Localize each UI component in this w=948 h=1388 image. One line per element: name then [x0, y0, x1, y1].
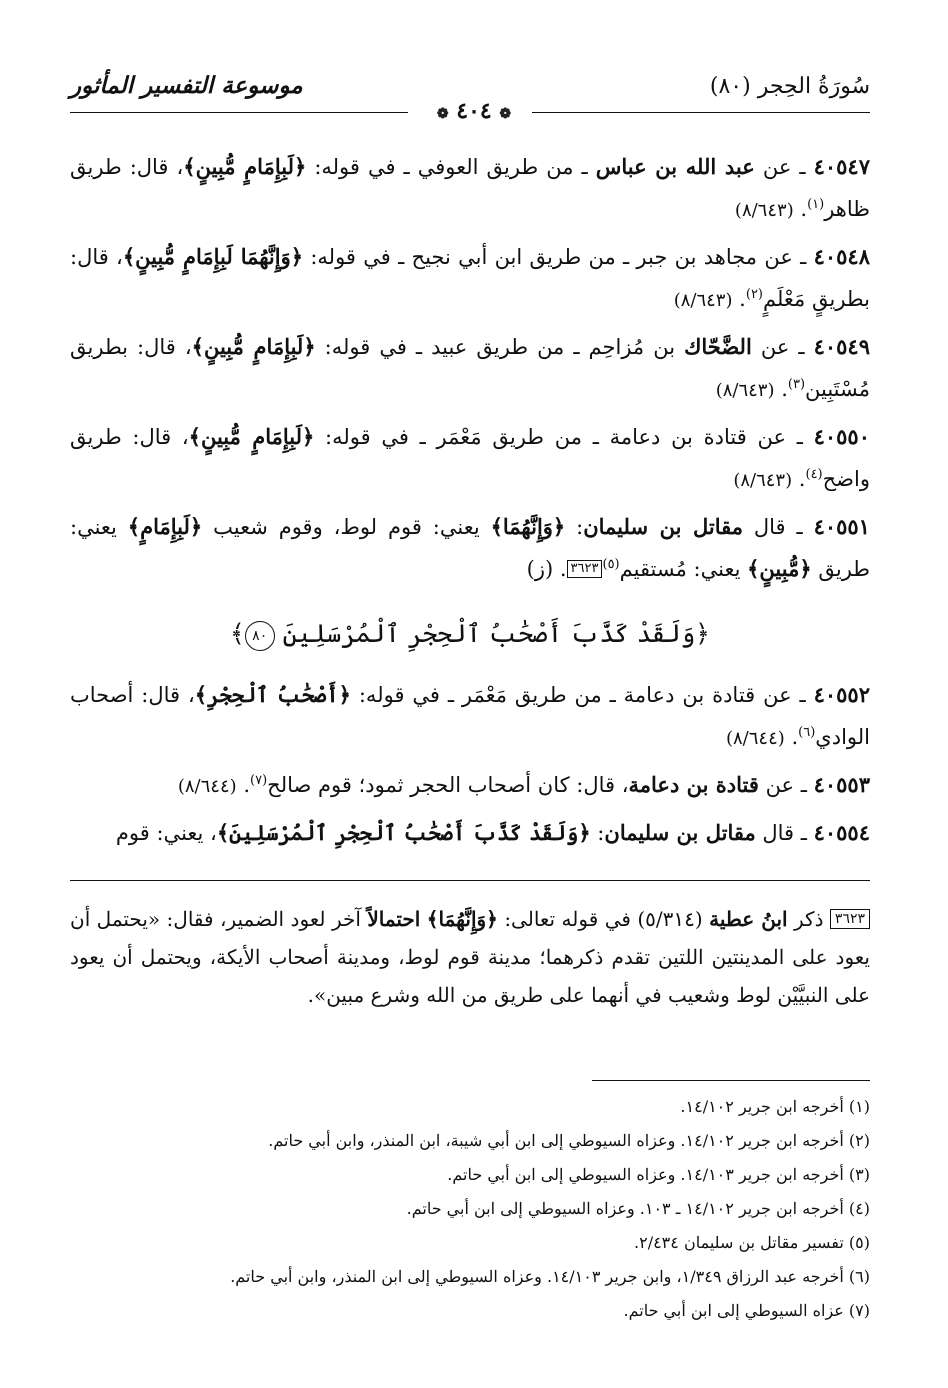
- footnote-1: (١) أخرجه ابن جرير ١٤/١٠٢.: [680, 1097, 870, 1116]
- volume-reference: (٨/٦٤٣): [733, 470, 793, 491]
- entry-text: يعني: طريق: [70, 515, 870, 581]
- entry-number: ٤٠٥٥١: [813, 514, 870, 539]
- entry-number: ٤٠٥٤٧: [813, 154, 870, 179]
- entry-text: .: [732, 287, 746, 311]
- quran-quote: ﴿وَإِنَّهُمَا﴾: [490, 514, 566, 539]
- volume-reference: (٨/٦٤٣): [673, 290, 733, 311]
- entry-text: ـ عن قتادة بن دعامة ـ من طريق مَعْمَر ـ في قوله:: [350, 683, 814, 707]
- entry-text: :: [565, 515, 584, 539]
- entry-text: يعني: مُستقيم: [619, 557, 748, 581]
- page-number: [420, 98, 528, 124]
- entry-text: يعني: قوم لوط، وقوم شعيب: [202, 515, 491, 539]
- entry-40552: [70, 674, 870, 760]
- entry-number: ٤٠٥٥٤: [813, 820, 870, 845]
- entry-text: .: [236, 773, 251, 797]
- quran-quote: ﴿لَبِإِمَامٍ مُّبِينٍ﴾: [191, 334, 316, 359]
- volume-reference: (٨/٦٤٣): [715, 380, 775, 401]
- entry-40551: [70, 506, 870, 590]
- ornament-icon: ❁: [499, 106, 512, 122]
- verse-text: ﴿وَلَقَدْ كَذَّبَ أَصْحَٰبُ ٱلْحِجْرِ ٱلْمُرْسَلِينَ: [282, 619, 710, 648]
- entry-text: ـ قال: [743, 515, 814, 539]
- entry-text: .: [774, 377, 788, 401]
- note-separator: [70, 880, 870, 881]
- entry-number: ٤٠٥٥٠: [813, 424, 870, 449]
- quran-quote: ﴿أَصْحَٰبُ ٱلْحِجْرِ﴾: [194, 682, 351, 707]
- quran-quote: ﴿لَبِإِمَامٍ مُّبِينٍ﴾: [183, 154, 307, 179]
- quran-quote: ﴿لَبِإِمَامٍ﴾: [127, 514, 203, 539]
- entry-text: ، يعني: قوم: [115, 821, 217, 845]
- entry-text: ، قال: أصحاب الوادي: [70, 683, 870, 749]
- entry-text: ـ من طريق العوفي ـ في قوله:: [306, 155, 596, 179]
- entry-text: ـ عن مجاهد بن جبر ـ من طريق ابن أبي نجيح ـ في قوله:: [303, 245, 814, 269]
- entry-text: ، قال: بطريق مُسْتَبِين: [70, 335, 870, 401]
- narrator-name: مقاتل بن سليمان: [583, 514, 743, 539]
- verse-heading: [70, 614, 870, 654]
- footnote-5: (٥) تفسير مقاتل بن سليمان ٢/٤٣٤.: [634, 1233, 870, 1252]
- quran-quote: ﴿مُّبِينٍ﴾: [747, 556, 812, 581]
- footnote-3: (٣) أخرجه ابن جرير ١٤/١٠٣. وعزاه السيوطي إلى ابن أبي حاتم.: [447, 1165, 870, 1184]
- narrator-name: عبد الله بن عباس: [595, 154, 755, 179]
- footnote-2: (٢) أخرجه ابن جرير ١٤/١٠٢. وعزاه السيوطي إلى ابن أبي شيبة، ابن المنذر، وابن أبي حاتم.: [268, 1131, 870, 1150]
- entry-number: ٤٠٥٤٨: [813, 244, 870, 269]
- narrator-name: مقاتل بن سليمان: [604, 820, 756, 845]
- verse-close-bracket: ﴾: [230, 619, 245, 648]
- entry-text: ـ عن: [754, 155, 814, 179]
- footnote-marker: (٥): [602, 557, 620, 572]
- entry-number: ٤٠٥٥٣: [813, 772, 870, 797]
- entry-number: ٤٠٥٥٢: [813, 682, 870, 707]
- footnote-marker: (٣): [787, 377, 806, 392]
- note-text: (٥/٣١٤) في قوله تعالى:: [497, 907, 710, 931]
- note-number-box: ٣٦٢٣: [830, 909, 870, 929]
- header-rule-right: [532, 112, 870, 113]
- footnote-6: (٦) أخرجه عبد الرزاق ١/٣٤٩، وابن جرير ١٤/١٠٣. وعزاه السيوطي إلى ابن المنذر، وابن أبي حاتم.: [230, 1267, 870, 1286]
- commentary-note: [70, 900, 870, 1014]
- page-number-value: ٤٠٤: [456, 98, 492, 124]
- entry-40550: [70, 416, 870, 502]
- quran-quote: ﴿لَبِإِمَامٍ مُّبِينٍ﴾: [188, 424, 315, 449]
- footnote-marker: (٤): [805, 467, 823, 482]
- entry-40547: [70, 146, 870, 232]
- footnotes: [70, 1090, 870, 1328]
- footnote-marker: (٢): [745, 287, 763, 302]
- entry-text: .: [793, 197, 808, 221]
- entry-40553: [70, 764, 870, 808]
- entry-text: بن مُزاحِم ـ من طريق عبيد ـ في قوله:: [315, 335, 685, 359]
- entry-40554: [70, 812, 870, 854]
- entry-text: ، قال: كان أصحاب الحجر ثمود؛ قوم صالح: [267, 773, 629, 797]
- footnote-marker: (١): [807, 197, 825, 212]
- narrator-name: الضَّحّاك: [684, 334, 752, 359]
- entry-text: ـ عن: [751, 335, 814, 359]
- header-rule-left: [70, 112, 408, 113]
- volume-reference: (٨/٦٤٤): [177, 776, 237, 797]
- footnote-marker: (٧): [250, 773, 268, 788]
- entry-text: ـ عن قتادة بن دعامة ـ من طريق مَعْمَر ـ في قوله:: [314, 425, 814, 449]
- quran-quote: ﴿وَلَقَدْ كَذَّبَ أَصْحَٰبُ ٱلْحِجْرِ ٱلْمُرْسَلِينَ﴾: [216, 820, 591, 845]
- entry-text: ، قال: طريق واضح: [70, 425, 870, 491]
- entry-text: ، قال: بطريقٍ مَعْلَمٍ: [70, 245, 870, 311]
- entry-text: :: [590, 821, 605, 845]
- entry-40548: [70, 236, 870, 322]
- note-text: ذكر: [787, 907, 830, 931]
- entry-text: ـ عن: [758, 773, 814, 797]
- entry-number: ٤٠٥٤٩: [813, 334, 870, 359]
- footnote-4: (٤) أخرجه ابن جرير ١٤/١٠٢ ـ ١٠٣. وعزاه السيوطي إلى ابن أبي حاتم.: [406, 1199, 870, 1218]
- footnote-marker: (٦): [798, 725, 816, 740]
- entry-text: .: [792, 467, 806, 491]
- quran-quote: ﴿وَإِنَّهُمَا لَبِإِمَامٍ مُّبِينٍ﴾: [122, 244, 304, 269]
- quran-quote: ﴿وَإِنَّهُمَا﴾: [426, 907, 498, 931]
- entry-text: ـ قال: [755, 821, 814, 845]
- note-text: آخر لعود الضمير، فقال: «يحتمل أن يعود على المدينتين اللتين تقدم ذكرهما؛ مدينة قوم لوط، ومدينة أصحاب الأيكة، ويحتمل أن يعود على النبيَّيْن لوط وشعيب في أنهما على طريق من الله وشرع مبين».: [70, 907, 870, 1007]
- main-text: [70, 146, 870, 858]
- aya-number-icon: ٨٠: [245, 621, 275, 651]
- footnote-separator: [592, 1080, 870, 1081]
- entry-text: .: [784, 725, 799, 749]
- surah-title: سُورَةُ الحِجر (٨٠): [709, 74, 870, 99]
- entry-text: ، قال: طريق ظاهر: [70, 155, 870, 221]
- narrator-name: قتادة بن دعامة: [628, 772, 759, 797]
- volume-reference: (٨/٦٤٣): [734, 200, 794, 221]
- entry-text: . (ز): [526, 557, 567, 581]
- book-title: موسوعة التفسير المأثور: [70, 72, 303, 99]
- note-keyword: احتمالاً: [367, 907, 421, 931]
- note-author: ابنُ عطية: [709, 907, 788, 931]
- ornament-icon: ❁: [436, 106, 449, 122]
- cross-reference-box: ٣٦٢٣: [567, 560, 603, 578]
- footnote-7: (٧) عزاه السيوطي إلى ابن أبي حاتم.: [623, 1301, 870, 1320]
- entry-40549: [70, 326, 870, 412]
- volume-reference: (٨/٦٤٤): [725, 728, 785, 749]
